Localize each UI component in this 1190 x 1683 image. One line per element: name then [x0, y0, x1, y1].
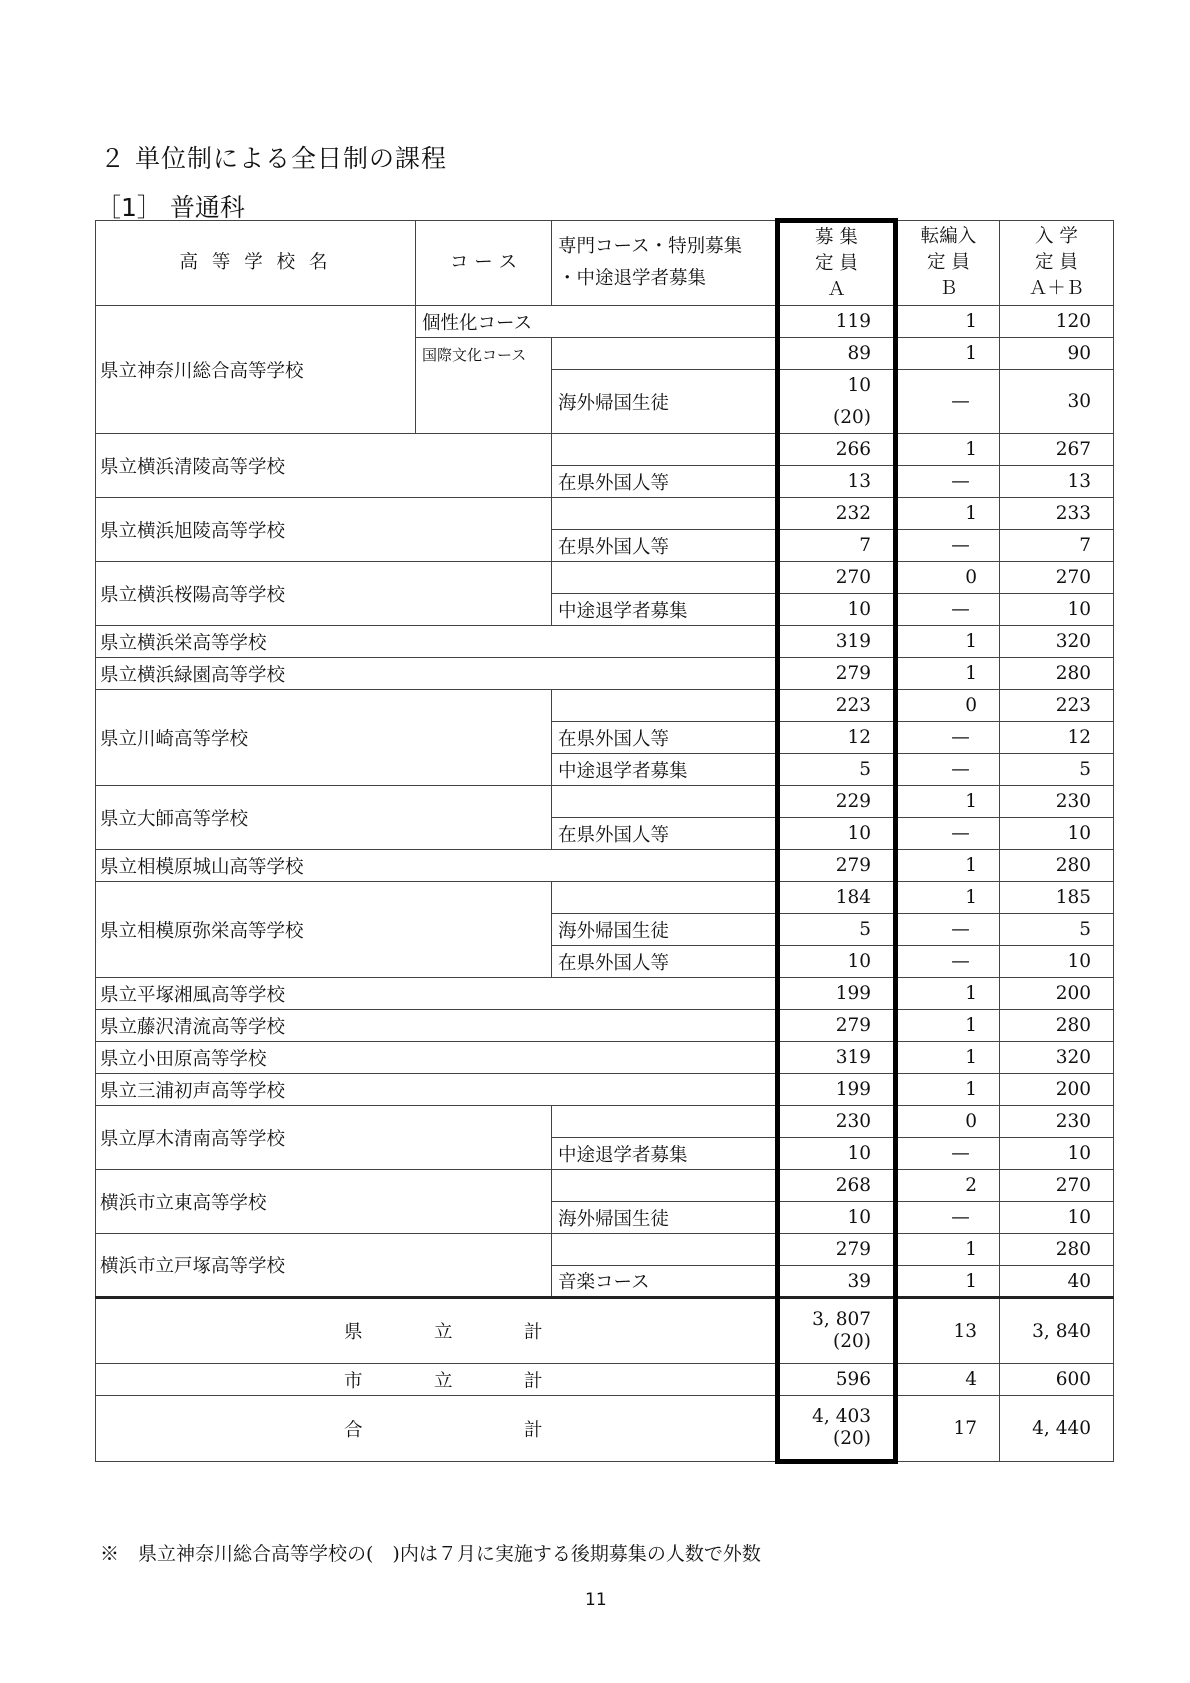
special-recruitment: 在県外国人等: [552, 946, 778, 978]
school-name: 県立藤沢清流高等学校: [96, 1010, 778, 1042]
admission-ab: 200: [1000, 978, 1114, 1010]
admission-ab: 10: [1000, 1202, 1114, 1234]
admission-ab: 270: [1000, 1170, 1114, 1202]
transfer-b: —: [896, 594, 1000, 626]
admission-ab: 185: [1000, 882, 1114, 914]
capacity-a: 10: [778, 594, 896, 626]
header-transfer-b: [896, 221, 1000, 306]
header-b-line1: 転編入: [920, 226, 977, 247]
capacity-a: 229: [778, 786, 896, 818]
transfer-b: 1: [896, 1266, 1000, 1298]
table-row: [96, 1010, 1114, 1042]
admission-ab: 12: [1000, 722, 1114, 754]
transfer-b: 1: [896, 1074, 1000, 1106]
admission-ab: 320: [1000, 1042, 1114, 1074]
capacity-a: [778, 1396, 896, 1462]
school-name: 県立川崎高等学校: [96, 690, 552, 786]
capacity-a: 199: [778, 1074, 896, 1106]
admission-ab: 3, 840: [1000, 1298, 1114, 1364]
header-a-line2: 定 員: [815, 253, 858, 274]
transfer-b: 1: [896, 434, 1000, 466]
total-label-char: 市: [344, 1370, 363, 1392]
transfer-b: —: [896, 818, 1000, 850]
table-row: [96, 850, 1114, 882]
course-name: 国際文化コース: [416, 338, 552, 434]
total-row-prefectural: [96, 1298, 1114, 1364]
capacity-a: 223: [778, 690, 896, 722]
table-row: [96, 562, 1114, 594]
admission-ab: 40: [1000, 1266, 1114, 1298]
table-row: [96, 1074, 1114, 1106]
footnote: ※ 県立神奈川総合高等学校の( )内は７月に実施する後期募集の人数で外数: [100, 1543, 761, 1565]
school-name: 横浜市立東高等学校: [96, 1170, 552, 1234]
school-name: 県立神奈川総合高等学校: [96, 306, 416, 434]
total-label-char: 計: [524, 1322, 543, 1343]
transfer-b: —: [896, 754, 1000, 786]
capacity-a: 10: [778, 1138, 896, 1170]
admission-ab: 4, 440: [1000, 1396, 1114, 1462]
admission-ab: 10: [1000, 946, 1114, 978]
header-b-line3: Ｂ: [939, 278, 958, 299]
capacity-a: 7: [778, 530, 896, 562]
admission-ab: 200: [1000, 1074, 1114, 1106]
table-row: [96, 978, 1114, 1010]
special-recruitment: 中途退学者募集: [552, 1138, 778, 1170]
capacity-a: 5: [778, 914, 896, 946]
capacity-a: 319: [778, 626, 896, 658]
capacity-a: 10: [778, 946, 896, 978]
capacity-a: 13: [778, 466, 896, 498]
capacity-table: [95, 218, 1114, 1464]
capacity-a: 199: [778, 978, 896, 1010]
special-recruitment: 海外帰国生徒: [552, 370, 778, 434]
admission-ab: 5: [1000, 914, 1114, 946]
special-recruitment: 在県外国人等: [552, 466, 778, 498]
transfer-b: 13: [896, 1298, 1000, 1364]
transfer-b: 1: [896, 978, 1000, 1010]
admission-ab: 90: [1000, 338, 1114, 370]
transfer-b: —: [896, 466, 1000, 498]
transfer-b: 17: [896, 1396, 1000, 1462]
special-recruitment: 海外帰国生徒: [552, 914, 778, 946]
table-row: [96, 658, 1114, 690]
header-ab-line2: 定 員: [1035, 252, 1078, 273]
total-a-later: (20): [833, 1331, 871, 1352]
table-row: [96, 882, 1114, 914]
admission-ab: 230: [1000, 786, 1114, 818]
capacity-a: 184: [778, 882, 896, 914]
capacity-a: 232: [778, 498, 896, 530]
school-name: 県立横浜桜陽高等学校: [96, 562, 552, 626]
table-row: [96, 1106, 1114, 1138]
school-name: 県立三浦初声高等学校: [96, 1074, 778, 1106]
transfer-b: —: [896, 722, 1000, 754]
total-label-char: 計: [524, 1419, 543, 1441]
special-empty: [552, 338, 778, 370]
transfer-b: —: [896, 914, 1000, 946]
capacity-a: [778, 1298, 896, 1364]
admission-ab: 10: [1000, 1138, 1114, 1170]
table-header-row: [96, 221, 1114, 306]
special-empty: [552, 498, 778, 530]
special-recruitment: 在県外国人等: [552, 722, 778, 754]
header-b-line2: 定 員: [927, 252, 970, 273]
capacity-a: 266: [778, 434, 896, 466]
admission-ab: 230: [1000, 1106, 1114, 1138]
table-row: [96, 1042, 1114, 1074]
header-capacity-a: [778, 221, 896, 306]
transfer-b: —: [896, 946, 1000, 978]
total-label: [96, 1364, 778, 1396]
admission-ab: 270: [1000, 562, 1114, 594]
special-empty: [552, 562, 778, 594]
transfer-b: —: [896, 1138, 1000, 1170]
special-empty: [552, 1170, 778, 1202]
table-row: [96, 1234, 1114, 1266]
special-recruitment: 音楽コース: [552, 1266, 778, 1298]
total-a-later: (20): [833, 1427, 871, 1449]
admission-ab: 267: [1000, 434, 1114, 466]
school-name: 横浜市立戸塚高等学校: [96, 1234, 552, 1298]
school-name: 県立相模原弥栄高等学校: [96, 882, 552, 978]
capacity-a: 5: [778, 754, 896, 786]
total-label-char: 合: [344, 1419, 363, 1441]
header-school: 高 等 学 校 名: [96, 221, 416, 306]
capacity-a: 319: [778, 1042, 896, 1074]
total-label-char: 県: [344, 1322, 363, 1343]
table-row: [96, 434, 1114, 466]
transfer-b: 1: [896, 1010, 1000, 1042]
special-empty: [552, 786, 778, 818]
header-a-line3: Ａ: [827, 279, 846, 300]
header-admission-ab: [1000, 221, 1114, 306]
admission-ab: 7: [1000, 530, 1114, 562]
transfer-b: —: [896, 1202, 1000, 1234]
school-name: 県立横浜栄高等学校: [96, 626, 778, 658]
admission-ab: 30: [1000, 370, 1114, 434]
table-row: [96, 1170, 1114, 1202]
admission-ab: 13: [1000, 466, 1114, 498]
special-empty: [552, 434, 778, 466]
admission-ab: 280: [1000, 1010, 1114, 1042]
transfer-b: 1: [896, 882, 1000, 914]
header-course: コ ー ス: [416, 221, 552, 306]
total-label-char: 立: [434, 1322, 453, 1343]
special-empty: [552, 690, 778, 722]
admission-ab: 280: [1000, 1234, 1114, 1266]
special-recruitment: 在県外国人等: [552, 530, 778, 562]
total-label: [96, 1298, 778, 1364]
transfer-b: 1: [896, 338, 1000, 370]
transfer-b: 0: [896, 562, 1000, 594]
admission-ab: 10: [1000, 818, 1114, 850]
capacity-a: 270: [778, 562, 896, 594]
capacity-a: 279: [778, 1234, 896, 1266]
admission-ab: 223: [1000, 690, 1114, 722]
school-name: 県立平塚湘風高等学校: [96, 978, 778, 1010]
special-empty: [552, 1234, 778, 1266]
header-special-line1: 専門コース・特別募集: [558, 236, 743, 257]
table-row: [96, 786, 1114, 818]
total-row-municipal: [96, 1364, 1114, 1396]
table-row: [96, 690, 1114, 722]
transfer-b: 0: [896, 690, 1000, 722]
special-empty: [552, 882, 778, 914]
special-recruitment: 在県外国人等: [552, 818, 778, 850]
header-special: [552, 221, 778, 306]
capacity-a: 230: [778, 1106, 896, 1138]
subsection-title: ［1］ 普通科: [96, 193, 245, 222]
special-recruitment: 中途退学者募集: [552, 594, 778, 626]
transfer-b: 1: [896, 1042, 1000, 1074]
capacity-a: 279: [778, 658, 896, 690]
special-recruitment: 海外帰国生徒: [552, 1202, 778, 1234]
table-row: [96, 626, 1114, 658]
table-row: [96, 498, 1114, 530]
transfer-b: 1: [896, 626, 1000, 658]
admission-ab: 320: [1000, 626, 1114, 658]
school-name: 県立横浜緑園高等学校: [96, 658, 778, 690]
transfer-b: —: [896, 530, 1000, 562]
admission-ab: 280: [1000, 850, 1114, 882]
transfer-b: 1: [896, 850, 1000, 882]
table-row: [96, 306, 1114, 338]
admission-ab: 280: [1000, 658, 1114, 690]
total-label-char: 計: [524, 1370, 543, 1392]
page-number: 11: [585, 1590, 607, 1610]
total-label-char: 立: [434, 1370, 453, 1392]
transfer-b: 1: [896, 1234, 1000, 1266]
capacity-a: 10: [778, 370, 896, 402]
admission-ab: 600: [1000, 1364, 1114, 1396]
school-name: 県立横浜旭陵高等学校: [96, 498, 552, 562]
section-title: ２ 単位制による全日制の課程: [100, 144, 447, 173]
school-name: 県立相模原城山高等学校: [96, 850, 778, 882]
total-a-value: 3, 807: [812, 1309, 871, 1330]
special-recruitment: 中途退学者募集: [552, 754, 778, 786]
capacity-a: 10: [778, 1202, 896, 1234]
admission-ab: 10: [1000, 594, 1114, 626]
capacity-a-later: (20): [778, 402, 896, 434]
header-a-line1: 募 集: [815, 227, 858, 248]
transfer-b: 1: [896, 786, 1000, 818]
transfer-b: 4: [896, 1364, 1000, 1396]
capacity-a: 119: [778, 306, 896, 338]
capacity-a: 279: [778, 1010, 896, 1042]
admission-ab: 5: [1000, 754, 1114, 786]
special-empty: [552, 1106, 778, 1138]
school-name: 県立厚木清南高等学校: [96, 1106, 552, 1170]
capacity-a: 12: [778, 722, 896, 754]
school-name: 県立大師高等学校: [96, 786, 552, 850]
header-ab-line1: 入 学: [1035, 226, 1078, 247]
transfer-b: 2: [896, 1170, 1000, 1202]
school-name: 県立小田原高等学校: [96, 1042, 778, 1074]
capacity-a: 596: [778, 1364, 896, 1396]
admission-ab: 120: [1000, 306, 1114, 338]
header-ab-line3: Ａ＋Ｂ: [1028, 278, 1085, 299]
capacity-a: 268: [778, 1170, 896, 1202]
capacity-a: 89: [778, 338, 896, 370]
total-row-grand: [96, 1396, 1114, 1462]
capacity-a: 10: [778, 818, 896, 850]
transfer-b: 1: [896, 498, 1000, 530]
total-a-value: 4, 403: [812, 1405, 871, 1427]
transfer-b: 0: [896, 1106, 1000, 1138]
total-label: [96, 1396, 778, 1462]
admission-ab: 233: [1000, 498, 1114, 530]
course-name: 個性化コース: [416, 306, 778, 338]
transfer-b: —: [896, 370, 1000, 434]
transfer-b: 1: [896, 658, 1000, 690]
transfer-b: 1: [896, 306, 1000, 338]
capacity-a: 279: [778, 850, 896, 882]
header-special-line2: ・中途退学者募集: [558, 268, 707, 289]
school-name: 県立横浜清陵高等学校: [96, 434, 552, 498]
capacity-a: 39: [778, 1266, 896, 1298]
